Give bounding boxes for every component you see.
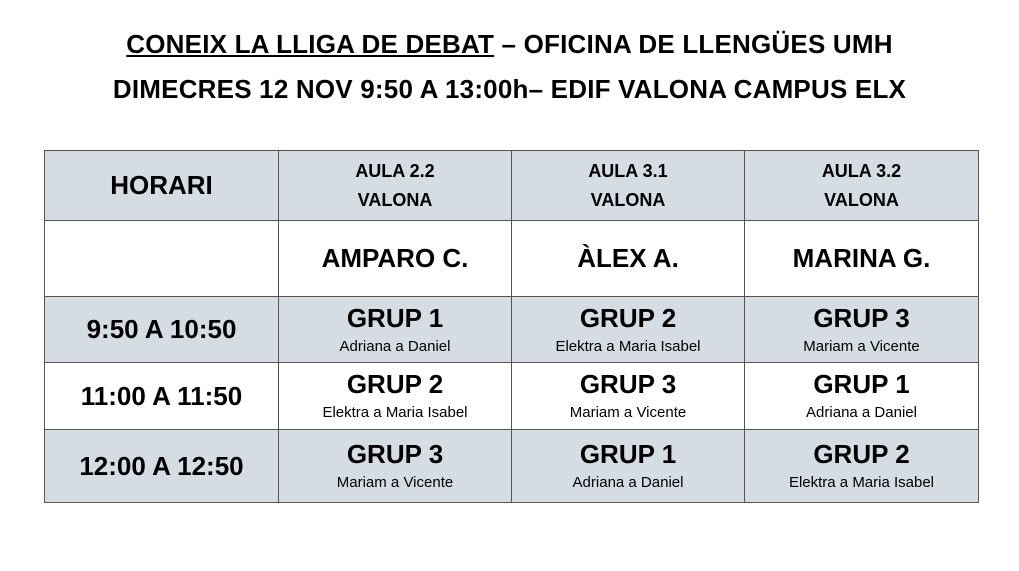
group-name: GRUP 1 xyxy=(346,302,444,333)
header-row xyxy=(45,151,979,221)
time-cell xyxy=(45,297,279,363)
teacher-cell xyxy=(745,221,979,297)
group-members: Elektra a Maria Isabel xyxy=(322,404,468,421)
group-members: Mariam a Vicente xyxy=(569,404,687,421)
room-header xyxy=(512,151,745,221)
time-cell xyxy=(45,363,279,430)
group-members: Elektra a Maria Isabel xyxy=(788,474,935,491)
group-name: GRUP 1 xyxy=(579,439,677,469)
group-cell xyxy=(512,430,745,503)
time-cell xyxy=(45,430,279,503)
group-members: Adriana a Daniel xyxy=(806,404,917,421)
group-name: GRUP 2 xyxy=(346,369,444,399)
page-title xyxy=(0,29,1019,60)
room-header xyxy=(745,151,979,221)
schedule-table xyxy=(44,150,979,503)
time-slot: 9:50 A 10:50 xyxy=(86,314,237,344)
title-organizer: – OFICINA DE LLENGÜES UMH xyxy=(494,29,893,59)
teacher-name: AMPARO C. xyxy=(321,243,469,273)
teacher-row xyxy=(45,221,979,297)
group-cell xyxy=(279,430,512,503)
empty-cell xyxy=(45,221,279,297)
group-members: Mariam a Vicente xyxy=(336,474,454,491)
room-name: AULA 3.2 xyxy=(821,160,902,181)
group-cell xyxy=(745,363,979,430)
group-name: GRUP 3 xyxy=(579,369,677,399)
table-row xyxy=(45,363,979,430)
title-event-name: CONEIX LA LLIGA DE DEBAT xyxy=(126,29,495,59)
table-row xyxy=(45,430,979,503)
group-name: GRUP 3 xyxy=(346,439,444,469)
room-building: VALONA xyxy=(590,189,666,210)
horari-label: HORARI xyxy=(110,170,213,200)
time-slot: 11:00 A 11:50 xyxy=(80,380,243,411)
group-members: Elektra a Maria Isabel xyxy=(555,337,701,355)
group-name: GRUP 2 xyxy=(579,302,677,333)
group-cell xyxy=(745,297,979,363)
group-name: GRUP 1 xyxy=(813,369,910,399)
room-name: AULA 3.1 xyxy=(588,160,668,181)
room-building: VALONA xyxy=(824,189,899,210)
group-cell xyxy=(279,297,512,363)
table-row xyxy=(45,297,979,363)
room-name: AULA 2.2 xyxy=(355,160,435,181)
group-cell xyxy=(512,363,745,430)
page-subtitle-date-location: DIMECRES 12 NOV 9:50 A 13:00h– EDIF VALONA CAMPUS ELX xyxy=(112,74,907,104)
teacher-cell xyxy=(512,221,745,297)
group-members: Mariam a Vicente xyxy=(803,337,920,355)
teacher-name: MARINA G. xyxy=(792,243,931,273)
group-members: Adriana a Daniel xyxy=(339,337,451,355)
teacher-cell xyxy=(279,221,512,297)
group-name: GRUP 2 xyxy=(813,439,910,469)
group-members: Adriana a Daniel xyxy=(572,474,684,491)
group-cell xyxy=(279,363,512,430)
room-building: VALONA xyxy=(357,189,433,210)
group-name: GRUP 3 xyxy=(813,302,910,333)
time-slot: 12:00 A 12:50 xyxy=(79,450,244,481)
corner-cell xyxy=(45,151,279,221)
group-cell xyxy=(512,297,745,363)
group-cell xyxy=(745,430,979,503)
teacher-name: ÀLEX A. xyxy=(577,243,679,273)
room-header xyxy=(279,151,512,221)
